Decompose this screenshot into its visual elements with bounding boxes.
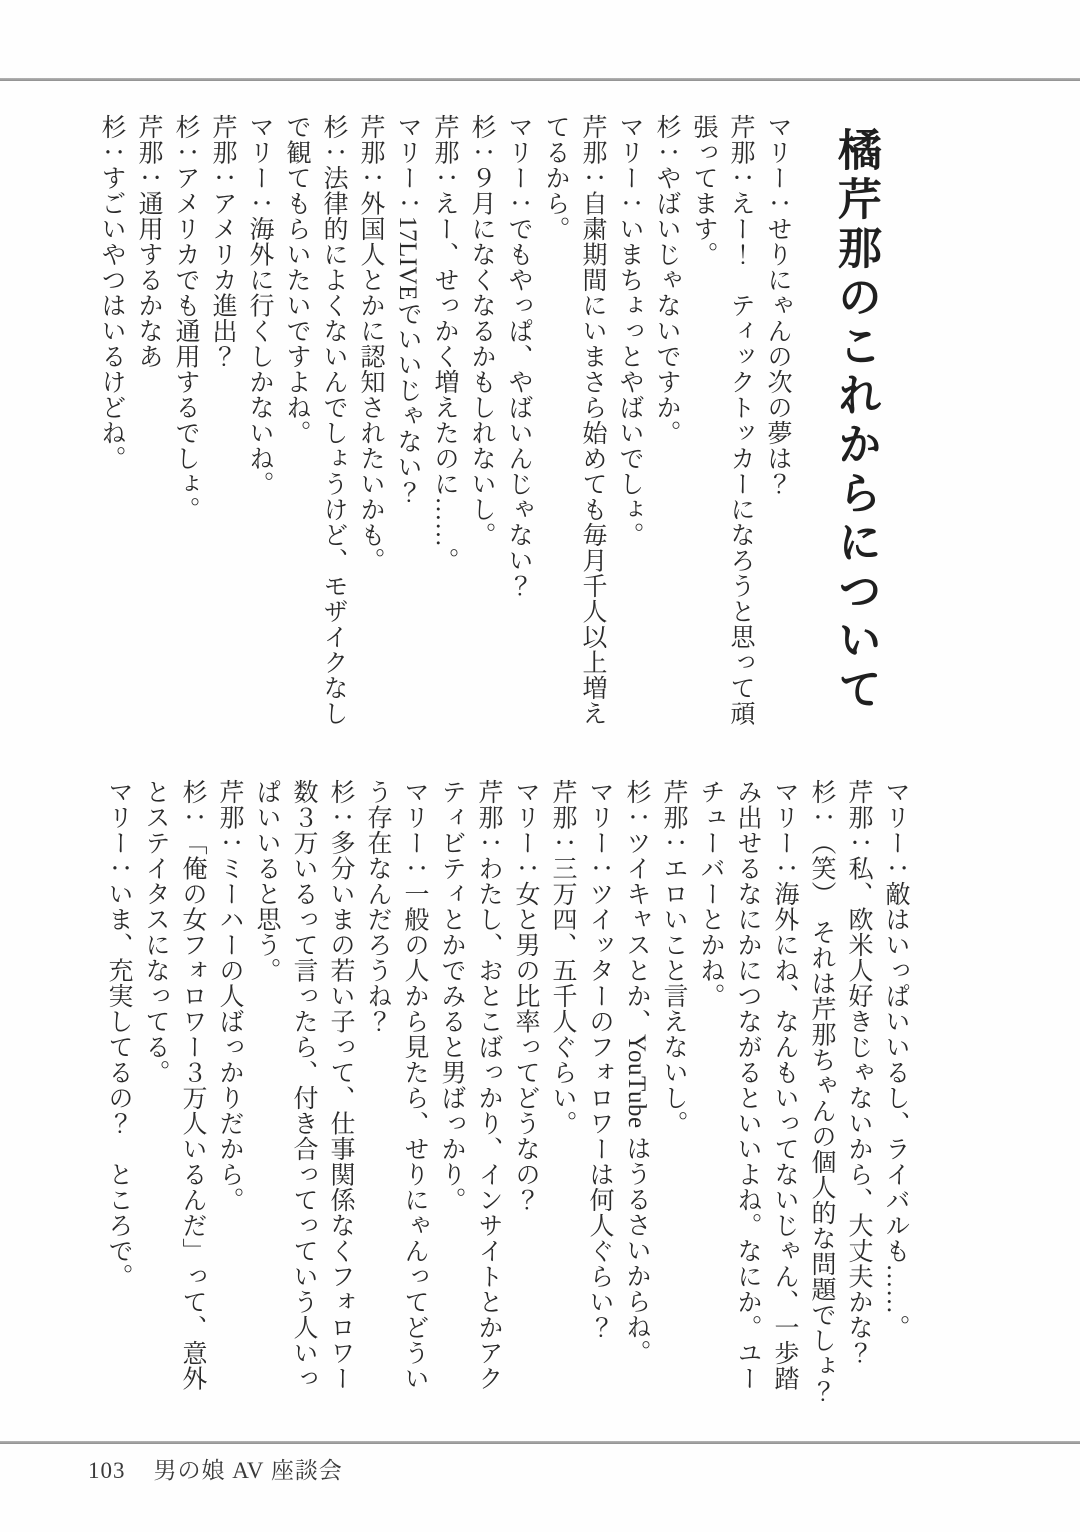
dialogue-line: 芹那：外国人とかに認知されたいかも。: [357, 114, 384, 573]
footer-divider-line: [0, 1441, 1080, 1444]
dialogue-line: マリー：ツイッターのフォロワーは何人ぐらい？: [586, 779, 613, 1340]
dialogue-line: マリー：海外に行くしかないね。: [246, 114, 273, 497]
dialogue-line: 芹那：ミーハーの人ばっかりだから。: [216, 779, 243, 1213]
dialogue-line: マリー：女と男の比率ってどうなの？: [512, 779, 539, 1213]
dialogue-line: 杉：法律的によくないんでしょうけど、モザイクなしで観てもらいたいですよね。: [283, 114, 347, 726]
dialogue-line: 杉：（笑） それは芹那ちゃんの個人的な問題でしょ？: [808, 779, 835, 1404]
article-title: 橘芹那のこれからについて: [831, 127, 880, 715]
dialogue-line: 杉：すごいやつはいるけどね。: [98, 114, 125, 471]
dialogue-line: マリー：海外にね、なんもいってないじゃん、一歩踏み出せるなにかにつながるといいよね。なにか。ユーチューバーとかね。: [697, 779, 798, 1391]
dialogue-section-bottom: [100, 779, 914, 1407]
dialogue-line: マリー：いま、充実してるの？ ところで。: [105, 779, 132, 1289]
dialogue-section-top: [93, 114, 914, 742]
dialogue-line: 芹那：えー！ ティックトッカーになろうと思って頑張ってます。: [690, 114, 754, 726]
dialogue-line: 芹那：えー、せっかく増えたのに……。: [431, 114, 458, 573]
dialogue-line: マリー：でもやっぱ、やばいんじゃない？: [505, 114, 532, 599]
dialogue-line: 杉：アメリカでも通用するでしょ。: [172, 114, 199, 522]
dialogue-line: マリー：せりにゃんの次の夢は？: [764, 114, 791, 497]
dialogue-line: 芹那：通用するかなあ: [135, 114, 162, 369]
top-divider-line: [0, 78, 1080, 81]
dialogue-line: マリー：いまちょっとやばいでしょ。: [616, 114, 643, 548]
dialogue-line: マリー：一般の人から見たら、せりにゃんってどういう存在なんだろうね？: [364, 779, 428, 1391]
dialogue-line: マリー：敵はいっぱいいるし、ライバルも……。: [882, 779, 909, 1340]
dialogue-line: マリー：17LIVEでいいじゃない？: [394, 114, 421, 505]
dialogue-line: 杉：「俺の女フォロワー３万人いるんだ」って、意外とステイタスになってる。: [142, 779, 206, 1391]
dialogue-line: 芹那：自粛期間にいまさら始めても毎月千人以上増えてるから。: [542, 114, 606, 726]
dialogue-line: 杉：９月になくなるかもしれないし。: [468, 114, 495, 548]
dialogue-line: 芹那：エロいこと言えないし。: [660, 779, 687, 1136]
dialogue-line: 杉：多分いまの若い子って、仕事関係なくフォロワー数３万いるって言ったら、付き合ってっていう人いっぱいいると思う。: [253, 779, 354, 1391]
page-number: 103: [88, 1458, 126, 1483]
footer-caption: 男の娘 AV 座談会: [153, 1458, 343, 1483]
dialogue-line: 芹那：三万四、五千人ぐらい。: [549, 779, 576, 1136]
page-footer: [88, 1452, 343, 1485]
dialogue-line: 芹那：わたし、おとこばっかり、インサイトとかアクティビティとかでみると男ばっかり。: [438, 779, 502, 1391]
dialogue-line: 芹那：アメリカ進出？: [209, 114, 236, 369]
dialogue-line: 杉：ツイキャスとか、YouTube はうるさいからね。: [623, 779, 650, 1365]
dialogue-lines-bottom: [100, 779, 914, 1407]
dialogue-line: 杉：やばいじゃないですか。: [653, 114, 680, 446]
dialogue-lines-top: [93, 114, 796, 742]
dialogue-line: 芹那：私、欧米人好きじゃないから、大丈夫かな？: [845, 779, 872, 1366]
